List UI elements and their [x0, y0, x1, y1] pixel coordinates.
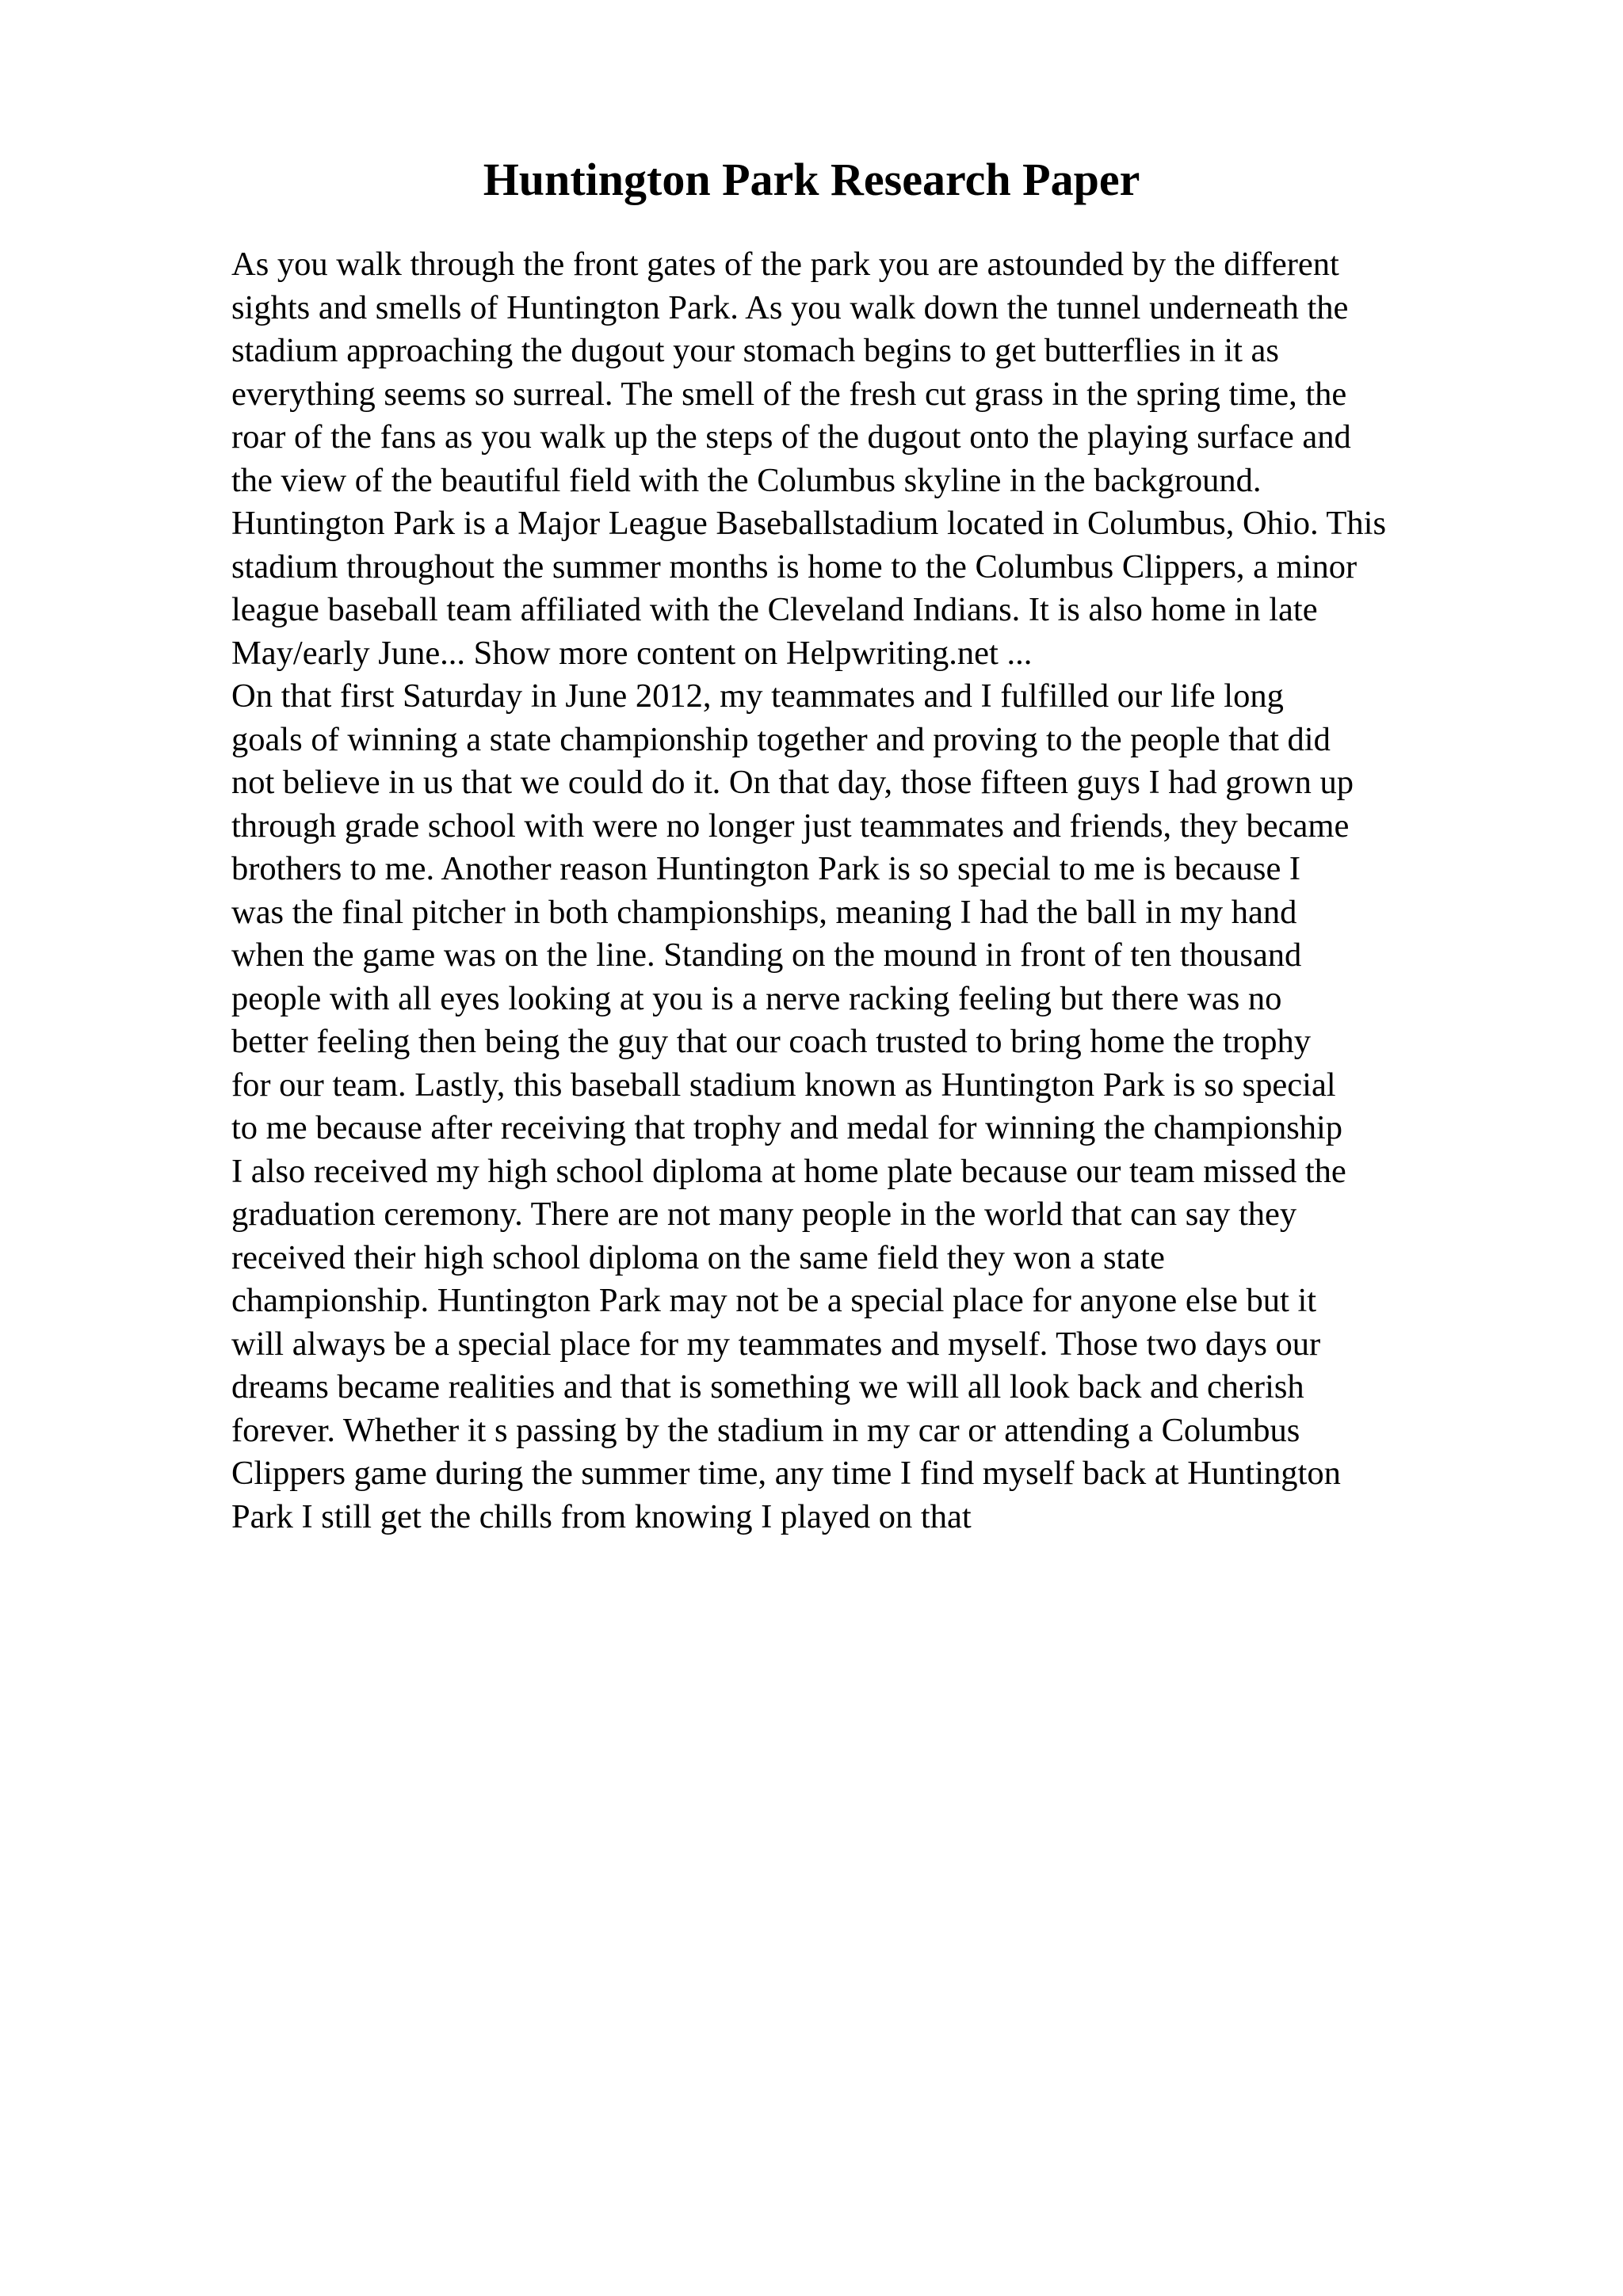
text-line: goals of winning a state championship together and proving to the people that did [231, 720, 1331, 758]
text-line: stadium throughout the summer months is home to the Columbus Clippers, a minor [231, 547, 1358, 585]
text-line: the view of the beautiful field with the Columbus skyline in the background. [231, 461, 1262, 499]
text-line: received their high school diploma on the same field they won a state [231, 1238, 1165, 1276]
text-line: As you walk through the front gates of the park you are astounded by the different [231, 246, 1339, 283]
text-line: everything seems so surreal. The smell of the fresh cut grass in the spring time, the [231, 375, 1347, 413]
text-line: brothers to me. Another reason Huntington Park is so special to me is because I [231, 850, 1301, 887]
text-line: league baseball team affiliated with the Cleveland Indians. It is also home in late [231, 591, 1318, 628]
document-title: Huntington Park Research Paper [483, 154, 1140, 205]
text-line: graduation ceremony. There are not many people in the world that can say they [231, 1196, 1297, 1233]
text-line: Park I still get the chills from knowing I played on that [231, 1497, 972, 1535]
text-line: roar of the fans as you walk up the steps of the dugout onto the playing surface and [231, 418, 1351, 456]
text-line: to me because after receiving that trophy and medal for winning the championship [231, 1109, 1343, 1146]
text-line: dreams became realities and that is something we will all look back and cherish [231, 1368, 1304, 1405]
text-line: through grade school with were no longer just teammates and friends, they became [231, 807, 1350, 845]
text-line: was the final pitcher in both championships, meaning I had the ball in my hand [231, 893, 1297, 931]
text-line: May/early June... Show more content on Helpwriting.net ... [231, 634, 1033, 672]
text-line: when the game was on the line. Standing on the mound in front of ten thousand [231, 936, 1302, 974]
text-line: On that first Saturday in June 2012, my teammates and I fulfilled our life long [231, 677, 1284, 715]
text-line: for our team. Lastly, this baseball stadium known as Huntington Park is so special [231, 1066, 1336, 1104]
text-line: not believe in us that we could do it. On that day, those fifteen guys I had grown up [231, 764, 1354, 801]
text-line: stadium approaching the dugout your stomach begins to get butterflies in it as [231, 332, 1279, 369]
text-line: forever. Whether it s passing by the stadium in my car or attending a Columbus [231, 1411, 1300, 1449]
text-line: Clippers game during the summer time, any time I find myself back at Huntington [231, 1455, 1341, 1492]
document-body [231, 243, 1610, 1539]
text-line: Huntington Park is a Major League Baseballstadium located in Columbus, Ohio. This [231, 505, 1386, 542]
text-line: better feeling then being the guy that our coach trusted to bring home the trophy [231, 1023, 1311, 1060]
text-line: will always be a special place for my teammates and myself. Those two days our [231, 1325, 1321, 1363]
text-line: people with all eyes looking at you is a nerve racking feeling but there was no [231, 979, 1282, 1017]
text-line: sights and smells of Huntington Park. As you walk down the tunnel underneath the [231, 288, 1349, 326]
text-line: championship. Huntington Park may not be a special place for anyone else but it [231, 1282, 1317, 1319]
text-line: I also received my high school diploma at home plate because our team missed the [231, 1152, 1346, 1190]
